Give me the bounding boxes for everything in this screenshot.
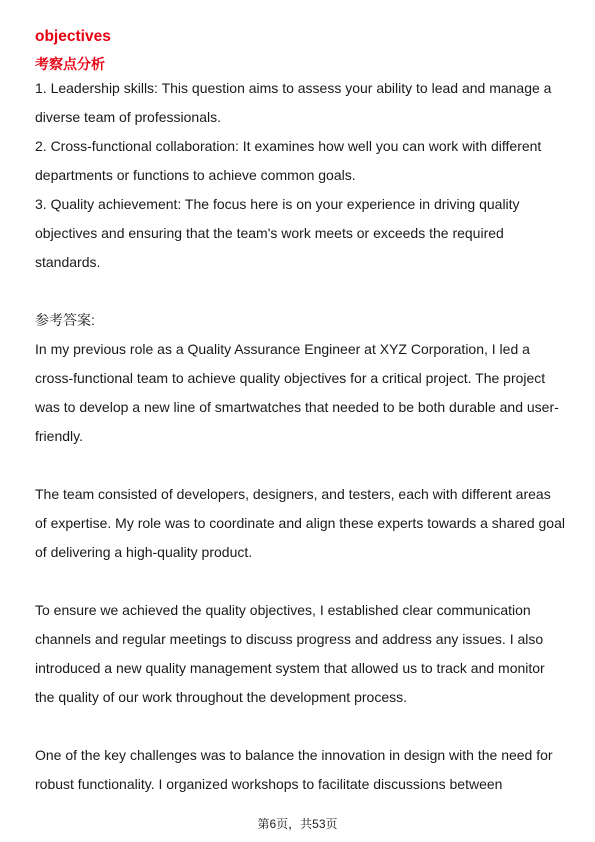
- answer-section: [35, 306, 565, 799]
- answer-paragraph: In my previous role as a Quality Assurance Engineer at XYZ Corporation, I led a cross-functional team to achieve quality objectives for a critical project. The project was to develop a new line of smartwatches that needed to be both durable and user-friendly.: [35, 341, 559, 444]
- analysis-point: 2. Cross-functional collaboration: It examines how well you can work with different departments or functions to achieve common goals.: [35, 138, 542, 183]
- analysis-point: 3. Quality achievement: The focus here is on your experience in driving quality objectives and ensuring that the team's work meets or exceeds the required standards.: [35, 196, 520, 270]
- document-page: [35, 27, 565, 799]
- analysis-point: 1. Leadership skills: This question aims to assess your ability to lead and manage a diverse team of professionals.: [35, 80, 552, 125]
- answer-label: 参考答案:: [35, 312, 95, 328]
- analysis-points: [35, 74, 565, 277]
- answer-paragraph: The team consisted of developers, designers, and testers, each with different areas of expertise. My role was to coordinate and align these experts towards a shared goal of delivering a high-quality product.: [35, 486, 565, 560]
- answer-paragraph: One of the key challenges was to balance the innovation in design with the need for robust functionality. I organized workshops to facilitate discussions between: [35, 747, 553, 792]
- page-number: 第6页，共53页: [257, 817, 338, 831]
- answer-paragraph: To ensure we achieved the quality objectives, I established clear communication channels and regular meetings to discuss progress and address any issues. I also introduced a new quality management system that allowed us to track and monitor the quality of our work throughout the development process.: [35, 602, 545, 705]
- section-heading: objectives: [35, 28, 111, 45]
- analysis-label: 考察点分析: [35, 56, 105, 72]
